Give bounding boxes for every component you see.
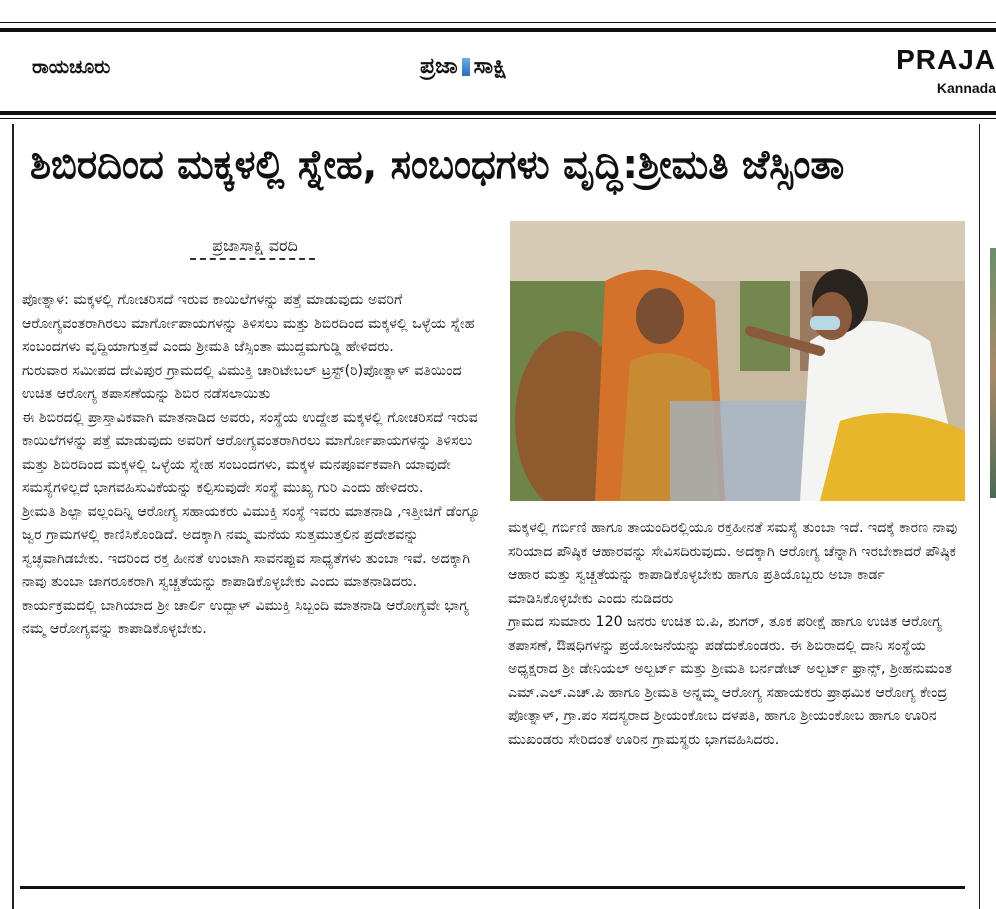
- paragraph: ಗುರುವಾರ ಸಮೀಪದ ದೇವಿಪುರ ಗ್ರಾಮದಲ್ಲಿ ವಿಮುಕ್ತಿ ಚಾರಿಟೇಬಲ್ ಟ್ರಸ್ಟ್(ರಿ)ಪೋತ್ನಾಳ್ ವತಿಯಿಂದ ಉಚಿತ ಆರೋಗ್ಯ ತಪಾಸಣೆಯನ್ನು ಶಿಬಿರ ನಡೆಸಲಾಯಿತು: [22, 362, 462, 402]
- top-rule-thick: [0, 28, 996, 32]
- article-column-right: [508, 517, 968, 752]
- paragraph: ಮಕ್ಕಳಲ್ಲಿ ಗರ್ಬಿಣಿ ಹಾಗೂ ತಾಯಂದಿರಲ್ಲಿಯೂ ರಕ್ತಹೀನತೆ ಸಮಸ್ಯೆ ತುಂಬಾ ಇದೆ. ಇದಕ್ಕೆ ಕಾರಣ ನಾವು ಸರಿಯಾದ ಪೌಷ್ಠಿಕ ಆಹಾರವನ್ನು ಸೇವಿಸದಿರುವುದು. ಅದಕ್ಕಾಗಿ ಆರೋಗ್ಯ ಚೆನ್ನಾಗಿ ಇರಬೇಕಾದರೆ ಪೌಷ್ಠಿಕ ಆಹಾರ ಮತ್ತು ಸ್ವಚ್ಚತೆಯನ್ನು ಕಾಪಾಡಿಕೊಳ್ಳಬೇಕು ಹಾಗೂ ಪ್ರತಿಯೊಬ್ಬರು ಅಬಾ ಕಾರ್ಡ ಮಾಡಿಸಿಕೊಳ್ಳಬೇಕು ಎಂದು ನುಡಿದರು: [508, 520, 958, 607]
- paragraph: ಶ್ರೀಮತಿ ಶಿಲ್ಪಾ ವಲ್ಲಂದಿನ್ನಿ ಆರೋಗ್ಯ ಸಹಾಯಕರು ವಿಮುಕ್ತಿ ಸಂಸ್ಥೆ ಇವರು ಮಾತನಾಡಿ ,ಇತ್ತೀಚಿಗೆ ಡೆಂಗ್ಯೂ ಜ್ವರ ಗ್ರಾಮಗಳಲ್ಲಿ ಕಾಣಿಸಿಕೊಂಡಿದೆ. ಅದಕ್ಕಾಗಿ ನಮ್ಮ ಮನೆಯ ಸುತ್ತಮುತ್ತಲಿನ ಪ್ರದೇಶವನ್ನು ಸ್ವಚ್ಛವಾಗಿಡಬೇಕು. ಇದರಿಂದ ರಕ್ತ ಹೀನತೆ ಉಂಟಾಗಿ ಸಾವನಪ್ಪುವ ಸಾಧ್ಯತೆಗಳು ತುಂಬಾ ಇವೆ. ಅದಕ್ಕಾಗಿ ನಾವು ತುಂಬಾ ಜಾಗರೂಕರಾಗಿ ಸ್ವಚ್ಚತೆಯನ್ನು ಕಾಪಾಡಿಕೊಳ್ಳಬೇಕು ಎಂದು ಮಾತನಾಡಿದರು.: [22, 503, 481, 590]
- health-camp-photo: [510, 221, 965, 501]
- paper-name-left: ಪ್ರಜಾ: [420, 54, 458, 79]
- bottom-rule: [20, 886, 965, 889]
- article-column-left: [22, 289, 492, 642]
- article-headline: ಶಿಬಿರದಿಂದ ಮಕ್ಕಳಲ್ಲಿ ಸ್ನೇಹ, ಸಂಬಂಧಗಳು ವೃದ್ಧಿ:ಶ್ರೀಮತಿ ಜೆಸ್ಸಿಂತಾ: [30, 142, 845, 188]
- paragraph: ಈ ಶಿಬಿರದಲ್ಲಿ ಪ್ರಾಸ್ತಾವಿಕವಾಗಿ ಮಾತನಾಡಿದ ಅವರು, ಸಂಸ್ಥೆಯ ಉದ್ದೇಶ ಮಕ್ಕಳಲ್ಲಿ ಗೋಚರಿಸದೆ ಇರುವ ಕಾಯಿಲೆಗಳನ್ನು ಪತ್ತೆ ಮಾಡುವುದು ಅವರಿಗೆ ಆರೋಗ್ಯವಂತರಾಗಿರಲು ಮಾರ್ಗೋಪಾಯಗಳನ್ನು ತಿಳಿಸಲು ಮತ್ತು ಶಿಬಿರದಿಂದ ಮಕ್ಕಳಲ್ಲಿ ಒಳ್ಳೆಯ ಸ್ನೇಹ ಸಂಬಂದಗಳು, ಮಕ್ಕಳ ಮನಪೂರ್ವಕವಾಗಿ ಯಾವುದೇ ಸಮಸ್ಯೆಗಳಿಲ್ಲದೆ ಭಾಗವಹಿಸುವಿಕೆಯನ್ನು ಕಲ್ಪಿಸುವುದೇ ಸಂಸ್ಥೆ ಮುಖ್ಯ ಗುರಿ ಎಂದು ಹೇಳಿದರು.: [22, 409, 478, 496]
- region-label: ರಾಯಚೂರು: [32, 56, 111, 78]
- brand-name: PRAJA: [896, 44, 996, 75]
- left-margin-rule: [12, 124, 14, 909]
- paragraph: ಗ್ರಾಮದ ಸುಮಾರು 120 ಜನರು ಉಚಿತ ಬಿ.ಪಿ, ಶುಗರ್, ತೂಕ ಪರೀಕ್ಷೆ ಹಾಗೂ ಉಚಿತ ಆರೋಗ್ಯ ತಪಾಸಣೆ, ಔಷಧಿಗಳನ್ನು ಪ್ರಯೋಜನೆಯನ್ನು ಪಡೆದುಕೊಂಡರು. ಈ ಶಿಬಿರಾದಲ್ಲಿ ದಾನಿ ಸಂಸ್ಥೆಯ ಅಧ್ಯಕ್ಷರಾದ ಶ್ರೀ ಡೇನಿಯಲ್ ಅಲ್ಬರ್ಟ್ ಮತ್ತು ಶ್ರೀಮತಿ ಬರ್ನಡೇಟ್ ಅಲ್ಬರ್ಟ್ ಫ್ರಾನ್ಸ್, ಶ್ರೀಹನುಮಂತ ಎಮ್.ಎಲ್.ಎಚ್.ಪಿ ಹಾಗೂ ಶ್ರೀಮತಿ ಅನ್ನಮ್ಮ ಆರೋಗ್ಯ ಸಹಾಯಕರು ಪ್ರಾಥಮಿಕ ಆರೋಗ್ಯ ಕೇಂದ್ರ ಪೋತ್ನಾಳ್, ಗ್ರಾ.ಪಂ ಸದಸ್ಯರಾದ ಶ್ರೀಯಂಕೋಬ ದಳಪತಿ, ಹಾಗೂ ಶ್ರೀಯಂಕೋಬ ಹಾಗೂ ಊರಿನ ಮುಖಂಡರು ಸೇರಿದಂತೆ ಊರಿನ ಗ್ರಾಮಸ್ಥರು ಭಾಗವಹಿಸಿದರು.: [508, 614, 953, 748]
- right-edge-rule: [979, 124, 980, 909]
- paragraph: ಪೋತ್ನಾಳ: ಮಕ್ಕಳಲ್ಲಿ ಗೋಚರಿಸದೆ ಇರುವ ಕಾಯಿಲೆಗಳನ್ನು ಪತ್ತೆ ಮಾಡುವುದು ಅವರಿಗೆ ಆರೋಗ್ಯವಂತರಾಗಿರಲು ಮಾರ್ಗೋಪಾಯಗಳನ್ನು ತಿಳಿಸಲು ಮತ್ತು ಶಿಬಿರದಿಂದ ಮಕ್ಕಳಲ್ಲಿ ಒಳ್ಳೆಯ ಸ್ನೇಹ ಸಂಬಂದಗಳು ವೃದ್ದಿಯಾಗುತ್ತವೆ ಎಂದು ಶ್ರೀಮತಿ ಜೆಸ್ಸಿಂತಾ ಮುದ್ದಮಗುಡ್ಡಿ ಹೇಳಿದರು.: [22, 292, 475, 355]
- masthead-rule-thin: [0, 118, 996, 119]
- logo-mark-icon: [462, 58, 470, 76]
- paragraph: ಕಾರ್ಯಕ್ರಮದಲ್ಲಿ ಬಾಗಿಯಾದ ಶ್ರೀ ಚಾರ್ಲಿ ಉದ್ಬಾಳ್ ವಿಮುಕ್ತಿ ಸಿಬ್ಬಂದಿ ಮಾತನಾಡಿ ಆರೋಗ್ಯವೇ ಭಾಗ್ಯ ನಮ್ಮ ಆರೋಗ್ಯವನ್ನು ಕಾಪಾಡಿಕೊಳ್ಳಬೇಕು.: [22, 597, 469, 637]
- article-photo: [510, 221, 965, 501]
- article-byline: ಪ್ರಜಾಸಾಕ್ಷಿ ವರದಿ: [212, 236, 298, 255]
- byline-underline: [190, 258, 315, 260]
- paper-name-right: ಸಾಕ್ಷಿ: [473, 54, 507, 79]
- paper-logo: [420, 54, 507, 79]
- top-rule-thin: [0, 22, 996, 23]
- masthead-rule-thick: [0, 111, 996, 115]
- adjacent-article-photo: [990, 248, 996, 498]
- brand-sub: Kannada: [936, 80, 996, 96]
